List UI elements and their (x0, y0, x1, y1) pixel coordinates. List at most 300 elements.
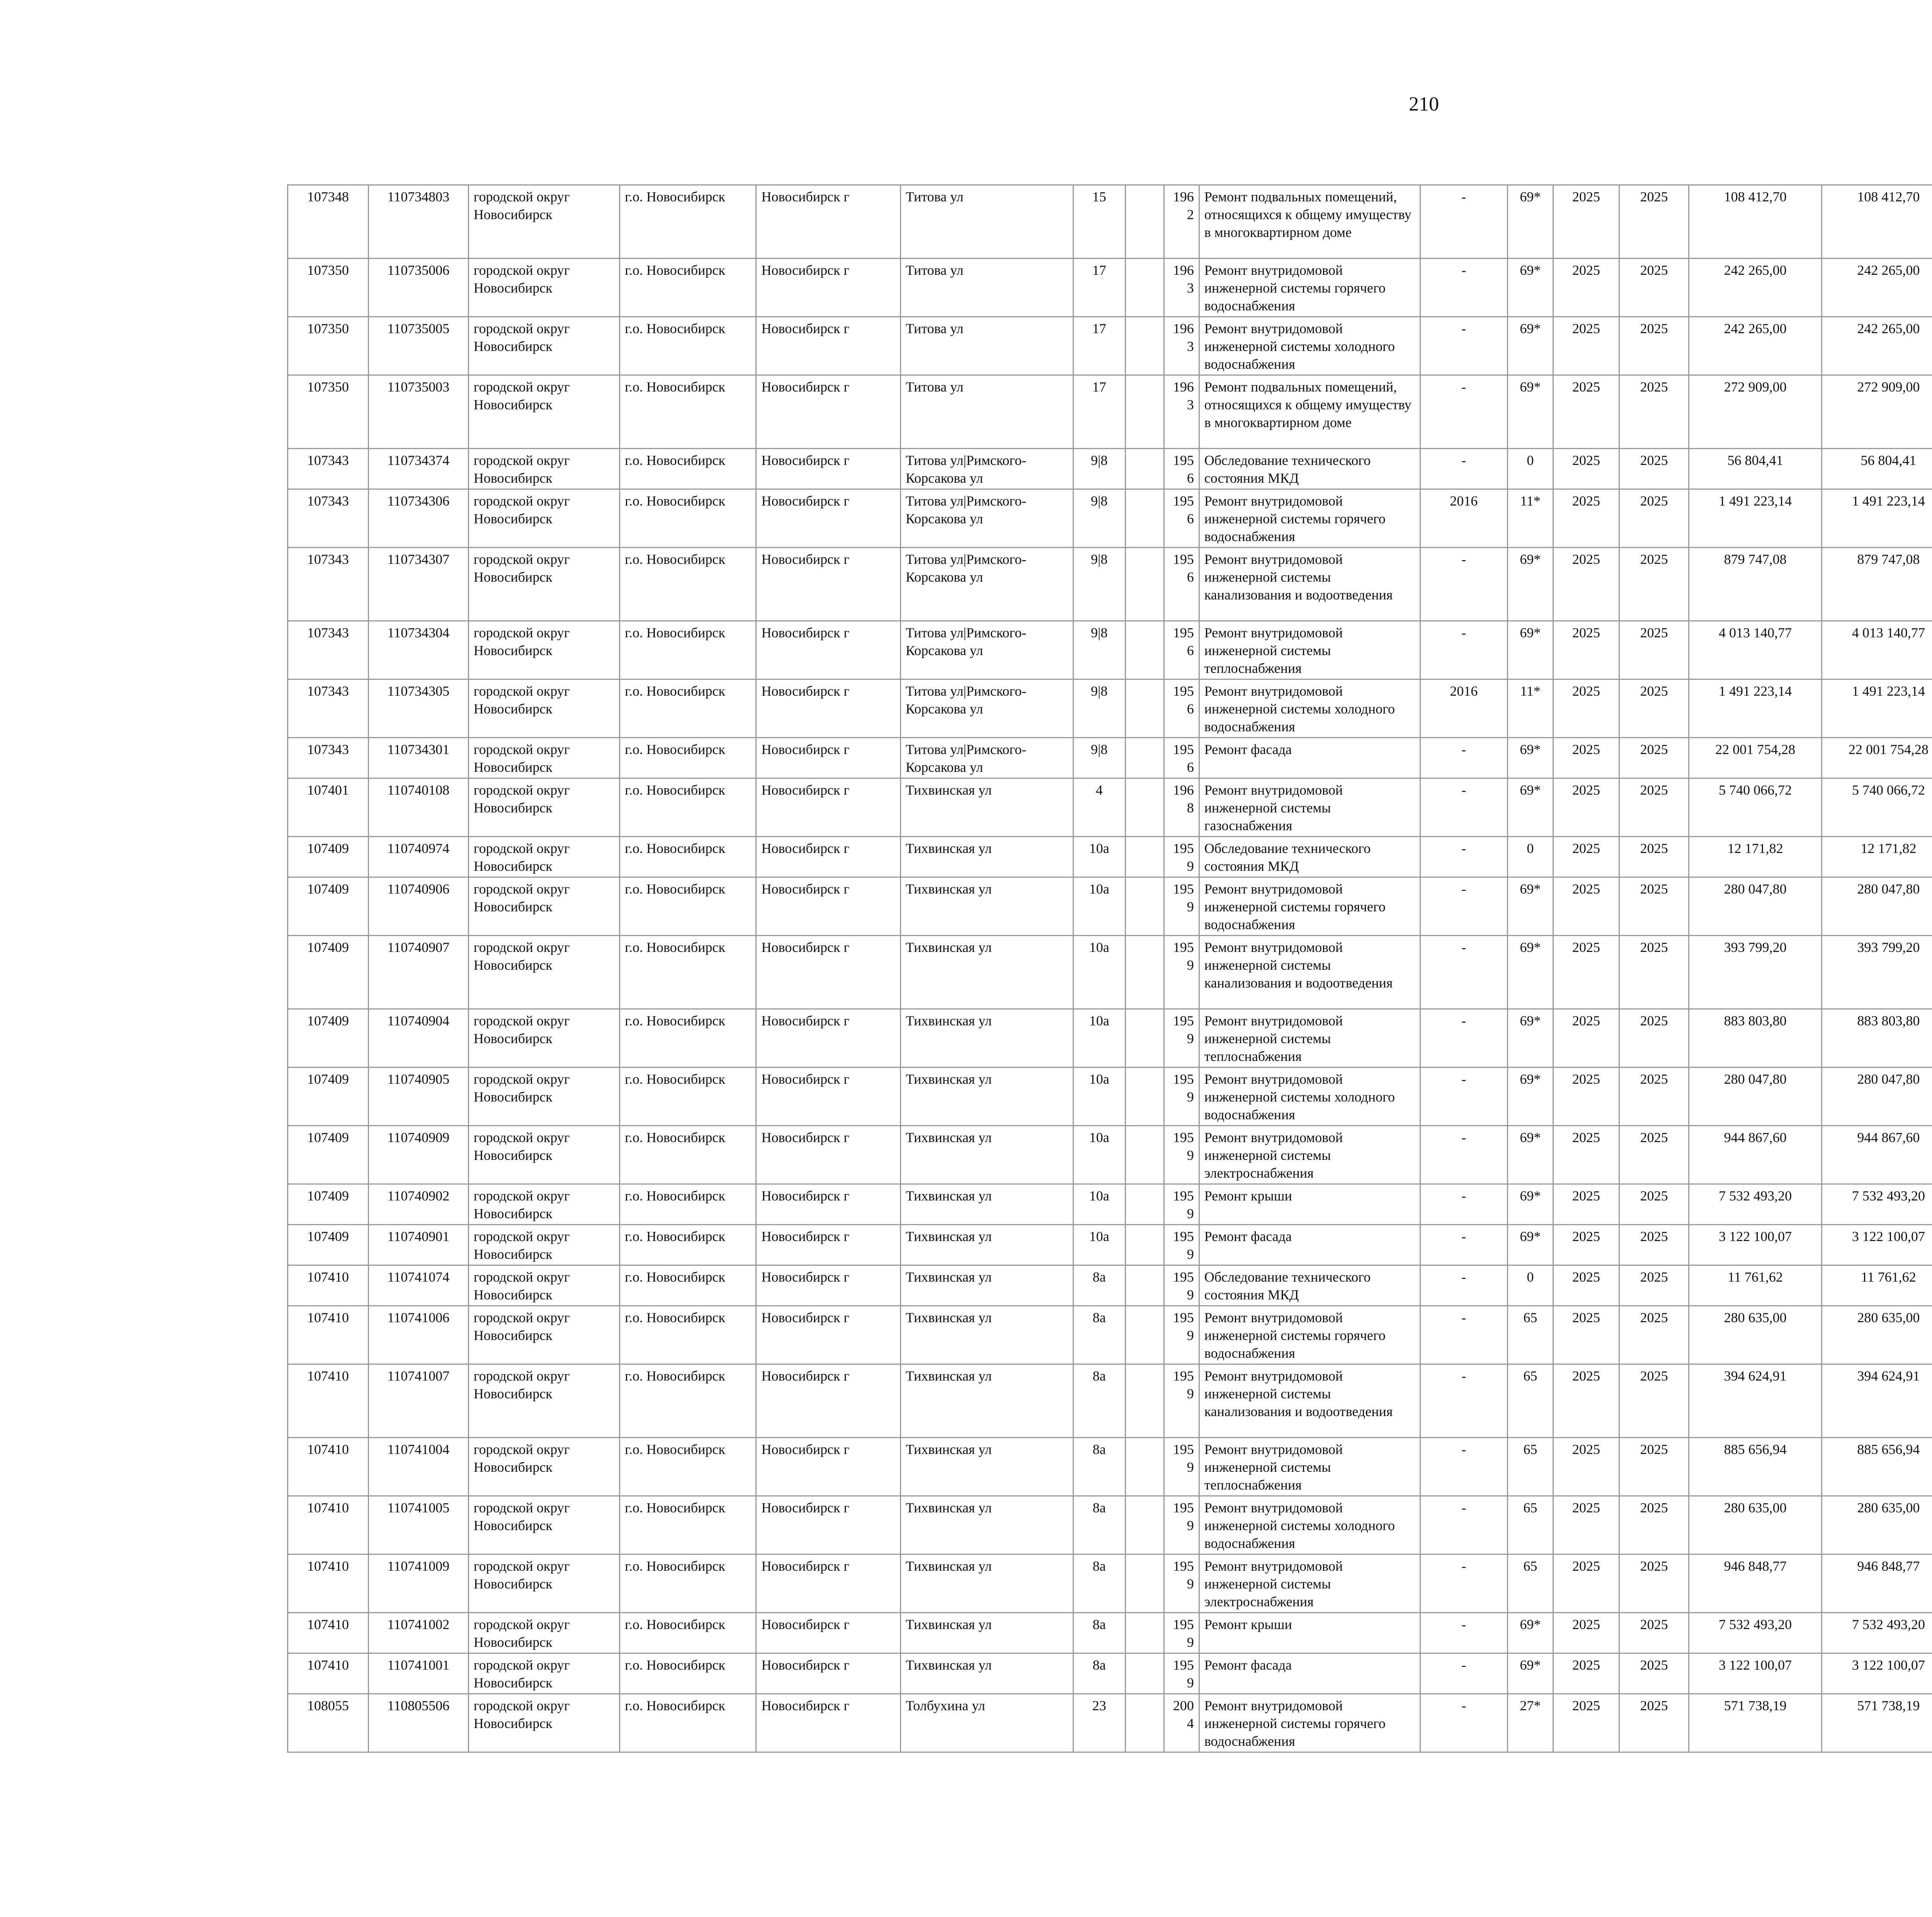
work-code-cell: 110740909 (368, 1126, 468, 1184)
build-year-cell: 1956 (1164, 738, 1199, 778)
build-year-cell: 1959 (1164, 1067, 1199, 1126)
wear-percent-cell: 65 (1507, 1496, 1553, 1554)
end-year-cell: 2025 (1619, 449, 1689, 489)
table-row (288, 778, 1932, 837)
street-cell: Тихвинская ул (900, 1554, 1073, 1613)
work-type-cell: Ремонт крыши (1199, 1184, 1420, 1225)
start-year-cell: 2025 (1553, 679, 1619, 738)
wear-percent-cell: 65 (1507, 1306, 1553, 1364)
municipality-cell: городской округ Новосибирск (468, 1613, 619, 1653)
empty-cell (1126, 259, 1164, 317)
work-type-cell: Ремонт подвальных помещений, относящихся к общему имуществу в многоквартирном доме (1199, 375, 1420, 449)
wear-percent-cell: 0 (1507, 449, 1553, 489)
object-id-cell: 107409 (288, 877, 369, 936)
empty-cell (1126, 1496, 1164, 1554)
wear-percent-cell: 69* (1507, 548, 1553, 621)
object-id-cell: 107410 (288, 1364, 369, 1438)
table-row (288, 489, 1932, 548)
previous-repair-year-cell: - (1420, 621, 1507, 679)
object-id-cell: 107410 (288, 1306, 369, 1364)
district-cell: г.о. Новосибирск (620, 1438, 756, 1496)
wear-percent-cell: 69* (1507, 1126, 1553, 1184)
house-number-cell: 10а (1073, 1225, 1126, 1265)
table-row (288, 259, 1932, 317)
house-number-cell: 8а (1073, 1265, 1126, 1306)
work-code-cell: 110741005 (368, 1496, 468, 1554)
municipality-cell: городской округ Новосибирск (468, 778, 619, 837)
previous-repair-year-cell: - (1420, 1496, 1507, 1554)
work-code-cell: 110734304 (368, 621, 468, 679)
work-code-cell: 110740902 (368, 1184, 468, 1225)
end-year-cell: 2025 (1619, 489, 1689, 548)
house-number-cell: 9|8 (1073, 679, 1126, 738)
municipality-cell: городской округ Новосибирск (468, 1009, 619, 1067)
start-year-cell: 2025 (1553, 1496, 1619, 1554)
street-cell: Титова ул (900, 259, 1073, 317)
build-year-cell: 1963 (1164, 259, 1199, 317)
object-id-cell: 107410 (288, 1265, 369, 1306)
object-id-cell: 107350 (288, 317, 369, 375)
fund-cost-cell: 272 909,00 (1821, 375, 1932, 449)
object-id-cell: 107350 (288, 259, 369, 317)
house-number-cell: 10а (1073, 1184, 1126, 1225)
work-type-cell: Ремонт внутридомовой инженерной системы горячего водоснабжения (1199, 489, 1420, 548)
work-type-cell: Ремонт внутридомовой инженерной системы горячего водоснабжения (1199, 1694, 1420, 1752)
settlement-cell: Новосибирск г (756, 1225, 900, 1265)
table-row (288, 837, 1932, 877)
start-year-cell: 2025 (1553, 1126, 1619, 1184)
empty-cell (1126, 877, 1164, 936)
total-cost-cell: 944 867,60 (1689, 1126, 1821, 1184)
total-cost-cell: 242 265,00 (1689, 317, 1821, 375)
total-cost-cell: 571 738,19 (1689, 1694, 1821, 1752)
empty-cell (1126, 738, 1164, 778)
object-id-cell: 107409 (288, 837, 369, 877)
empty-cell (1126, 1613, 1164, 1653)
fund-cost-cell: 885 656,94 (1821, 1438, 1932, 1496)
empty-cell (1126, 1225, 1164, 1265)
empty-cell (1126, 1009, 1164, 1067)
street-cell: Титова ул|Римского-Корсакова ул (900, 679, 1073, 738)
work-type-cell: Обследование технического состояния МКД (1199, 449, 1420, 489)
wear-percent-cell: 65 (1507, 1554, 1553, 1613)
total-cost-cell: 879 747,08 (1689, 548, 1821, 621)
district-cell: г.о. Новосибирск (620, 778, 756, 837)
empty-cell (1126, 489, 1164, 548)
work-type-cell: Ремонт внутридомовой инженерной системы теплоснабжения (1199, 1438, 1420, 1496)
table-row (288, 1364, 1932, 1438)
total-cost-cell: 242 265,00 (1689, 259, 1821, 317)
build-year-cell: 1959 (1164, 1364, 1199, 1438)
start-year-cell: 2025 (1553, 837, 1619, 877)
wear-percent-cell: 69* (1507, 1613, 1553, 1653)
start-year-cell: 2025 (1553, 778, 1619, 837)
wear-percent-cell: 69* (1507, 1009, 1553, 1067)
end-year-cell: 2025 (1619, 1496, 1689, 1554)
district-cell: г.о. Новосибирск (620, 1613, 756, 1653)
build-year-cell: 1959 (1164, 1306, 1199, 1364)
table-row (288, 1225, 1932, 1265)
object-id-cell: 107343 (288, 548, 369, 621)
total-cost-cell: 7 532 493,20 (1689, 1613, 1821, 1653)
settlement-cell: Новосибирск г (756, 1613, 900, 1653)
object-id-cell: 107409 (288, 1067, 369, 1126)
work-type-cell: Обследование технического состояния МКД (1199, 837, 1420, 877)
wear-percent-cell: 69* (1507, 259, 1553, 317)
street-cell: Тихвинская ул (900, 1126, 1073, 1184)
previous-repair-year-cell: - (1420, 375, 1507, 449)
build-year-cell: 1959 (1164, 1009, 1199, 1067)
object-id-cell: 107410 (288, 1613, 369, 1653)
work-type-cell: Ремонт подвальных помещений, относящихся к общему имуществу в многоквартирном доме (1199, 185, 1420, 259)
object-id-cell: 107410 (288, 1496, 369, 1554)
work-code-cell: 110734305 (368, 679, 468, 738)
start-year-cell: 2025 (1553, 1067, 1619, 1126)
fund-cost-cell: 12 171,82 (1821, 837, 1932, 877)
house-number-cell: 17 (1073, 375, 1126, 449)
object-id-cell: 107410 (288, 1554, 369, 1613)
build-year-cell: 1959 (1164, 877, 1199, 936)
fund-cost-cell: 7 532 493,20 (1821, 1613, 1932, 1653)
end-year-cell: 2025 (1619, 1613, 1689, 1653)
work-type-cell: Ремонт внутридомовой инженерной системы канализования и водоотведения (1199, 1364, 1420, 1438)
street-cell: Тихвинская ул (900, 1067, 1073, 1126)
municipality-cell: городской округ Новосибирск (468, 1306, 619, 1364)
object-id-cell: 107343 (288, 621, 369, 679)
work-type-cell: Ремонт внутридомовой инженерной системы электроснабжения (1199, 1126, 1420, 1184)
work-type-cell: Ремонт внутридомовой инженерной системы горячего водоснабжения (1199, 259, 1420, 317)
previous-repair-year-cell: - (1420, 1438, 1507, 1496)
previous-repair-year-cell: - (1420, 877, 1507, 936)
table-row (288, 317, 1932, 375)
build-year-cell: 1959 (1164, 1126, 1199, 1184)
table-row (288, 1496, 1932, 1554)
street-cell: Тихвинская ул (900, 1613, 1073, 1653)
settlement-cell: Новосибирск г (756, 1694, 900, 1752)
build-year-cell: 1959 (1164, 1653, 1199, 1694)
district-cell: г.о. Новосибирск (620, 679, 756, 738)
object-id-cell: 107410 (288, 1438, 369, 1496)
house-number-cell: 15 (1073, 185, 1126, 259)
street-cell: Титова ул (900, 375, 1073, 449)
empty-cell (1126, 185, 1164, 259)
wear-percent-cell: 0 (1507, 837, 1553, 877)
settlement-cell: Новосибирск г (756, 1126, 900, 1184)
object-id-cell: 107409 (288, 1225, 369, 1265)
work-type-cell: Ремонт внутридомовой инженерной системы холодного водоснабжения (1199, 317, 1420, 375)
district-cell: г.о. Новосибирск (620, 1009, 756, 1067)
work-code-cell: 110740905 (368, 1067, 468, 1126)
fund-cost-cell: 280 635,00 (1821, 1496, 1932, 1554)
street-cell: Толбухина ул (900, 1694, 1073, 1752)
wear-percent-cell: 69* (1507, 778, 1553, 837)
municipality-cell: городской округ Новосибирск (468, 936, 619, 1009)
end-year-cell: 2025 (1619, 1067, 1689, 1126)
house-number-cell: 8а (1073, 1306, 1126, 1364)
table-row (288, 621, 1932, 679)
build-year-cell: 1959 (1164, 1438, 1199, 1496)
work-code-cell: 110741004 (368, 1438, 468, 1496)
work-code-cell: 110741007 (368, 1364, 468, 1438)
table-row (288, 1126, 1932, 1184)
start-year-cell: 2025 (1553, 1225, 1619, 1265)
fund-cost-cell: 4 013 140,77 (1821, 621, 1932, 679)
end-year-cell: 2025 (1619, 185, 1689, 259)
house-number-cell: 9|8 (1073, 621, 1126, 679)
empty-cell (1126, 449, 1164, 489)
street-cell: Тихвинская ул (900, 1653, 1073, 1694)
wear-percent-cell: 69* (1507, 877, 1553, 936)
end-year-cell: 2025 (1619, 837, 1689, 877)
table-row (288, 548, 1932, 621)
previous-repair-year-cell: - (1420, 1126, 1507, 1184)
previous-repair-year-cell: - (1420, 317, 1507, 375)
empty-cell (1126, 1265, 1164, 1306)
build-year-cell: 1963 (1164, 375, 1199, 449)
work-code-cell: 110741074 (368, 1265, 468, 1306)
table-row (288, 1265, 1932, 1306)
fund-cost-cell: 22 001 754,28 (1821, 738, 1932, 778)
house-number-cell: 9|8 (1073, 449, 1126, 489)
house-number-cell: 8а (1073, 1554, 1126, 1613)
district-cell: г.о. Новосибирск (620, 877, 756, 936)
build-year-cell: 1956 (1164, 548, 1199, 621)
previous-repair-year-cell: - (1420, 185, 1507, 259)
start-year-cell: 2025 (1553, 1694, 1619, 1752)
settlement-cell: Новосибирск г (756, 489, 900, 548)
district-cell: г.о. Новосибирск (620, 259, 756, 317)
municipality-cell: городской округ Новосибирск (468, 489, 619, 548)
street-cell: Тихвинская ул (900, 1184, 1073, 1225)
table-row (288, 375, 1932, 449)
object-id-cell: 107343 (288, 489, 369, 548)
build-year-cell: 1956 (1164, 679, 1199, 738)
settlement-cell: Новосибирск г (756, 679, 900, 738)
district-cell: г.о. Новосибирск (620, 1496, 756, 1554)
house-number-cell: 17 (1073, 317, 1126, 375)
end-year-cell: 2025 (1619, 1009, 1689, 1067)
house-number-cell: 10а (1073, 1067, 1126, 1126)
total-cost-cell: 1 491 223,14 (1689, 489, 1821, 548)
previous-repair-year-cell: - (1420, 1364, 1507, 1438)
municipality-cell: городской округ Новосибирск (468, 375, 619, 449)
build-year-cell: 1959 (1164, 1554, 1199, 1613)
fund-cost-cell: 280 047,80 (1821, 877, 1932, 936)
work-code-cell: 110740108 (368, 778, 468, 837)
work-code-cell: 110741001 (368, 1653, 468, 1694)
wear-percent-cell: 27* (1507, 1694, 1553, 1752)
object-id-cell: 107410 (288, 1653, 369, 1694)
house-number-cell: 23 (1073, 1694, 1126, 1752)
fund-cost-cell: 3 122 100,07 (1821, 1225, 1932, 1265)
district-cell: г.о. Новосибирск (620, 621, 756, 679)
previous-repair-year-cell: - (1420, 1613, 1507, 1653)
work-type-cell: Ремонт внутридомовой инженерной системы холодного водоснабжения (1199, 1496, 1420, 1554)
work-type-cell: Ремонт фасада (1199, 1225, 1420, 1265)
house-number-cell: 9|8 (1073, 489, 1126, 548)
work-code-cell: 110734306 (368, 489, 468, 548)
start-year-cell: 2025 (1553, 1438, 1619, 1496)
settlement-cell: Новосибирск г (756, 1438, 900, 1496)
fund-cost-cell: 1 491 223,14 (1821, 679, 1932, 738)
empty-cell (1126, 778, 1164, 837)
empty-cell (1126, 375, 1164, 449)
wear-percent-cell: 69* (1507, 1225, 1553, 1265)
start-year-cell: 2025 (1553, 489, 1619, 548)
end-year-cell: 2025 (1619, 621, 1689, 679)
settlement-cell: Новосибирск г (756, 1364, 900, 1438)
total-cost-cell: 393 799,20 (1689, 936, 1821, 1009)
end-year-cell: 2025 (1619, 877, 1689, 936)
settlement-cell: Новосибирск г (756, 259, 900, 317)
settlement-cell: Новосибирск г (756, 1653, 900, 1694)
street-cell: Титова ул|Римского-Корсакова ул (900, 738, 1073, 778)
municipality-cell: городской округ Новосибирск (468, 259, 619, 317)
settlement-cell: Новосибирск г (756, 621, 900, 679)
start-year-cell: 2025 (1553, 1009, 1619, 1067)
municipality-cell: городской округ Новосибирск (468, 837, 619, 877)
municipality-cell: городской округ Новосибирск (468, 1265, 619, 1306)
total-cost-cell: 3 122 100,07 (1689, 1653, 1821, 1694)
fund-cost-cell: 3 122 100,07 (1821, 1653, 1932, 1694)
street-cell: Тихвинская ул (900, 1496, 1073, 1554)
work-type-cell: Ремонт внутридомовой инженерной системы теплоснабжения (1199, 1009, 1420, 1067)
build-year-cell: 2004 (1164, 1694, 1199, 1752)
table-row (288, 1613, 1932, 1653)
municipality-cell: городской округ Новосибирск (468, 1225, 619, 1265)
municipality-cell: городской округ Новосибирск (468, 1554, 619, 1613)
table-row (288, 1067, 1932, 1126)
settlement-cell: Новосибирск г (756, 1009, 900, 1067)
wear-percent-cell: 69* (1507, 1067, 1553, 1126)
settlement-cell: Новосибирск г (756, 185, 900, 259)
work-type-cell: Ремонт внутридомовой инженерной системы холодного водоснабжения (1199, 679, 1420, 738)
table-row (288, 1009, 1932, 1067)
municipality-cell: городской округ Новосибирск (468, 1067, 619, 1126)
previous-repair-year-cell: 2016 (1420, 679, 1507, 738)
work-type-cell: Ремонт крыши (1199, 1613, 1420, 1653)
object-id-cell: 107409 (288, 1009, 369, 1067)
table-row (288, 877, 1932, 936)
work-code-cell: 110740974 (368, 837, 468, 877)
total-cost-cell: 22 001 754,28 (1689, 738, 1821, 778)
build-year-cell: 1959 (1164, 1184, 1199, 1225)
previous-repair-year-cell: - (1420, 1653, 1507, 1694)
empty-cell (1126, 1306, 1164, 1364)
build-year-cell: 1959 (1164, 1265, 1199, 1306)
previous-repair-year-cell: - (1420, 1225, 1507, 1265)
house-number-cell: 8а (1073, 1613, 1126, 1653)
municipality-cell: городской округ Новосибирск (468, 1184, 619, 1225)
work-code-cell: 110734301 (368, 738, 468, 778)
fund-cost-cell: 944 867,60 (1821, 1126, 1932, 1184)
work-code-cell: 110734374 (368, 449, 468, 489)
object-id-cell: 107401 (288, 778, 369, 837)
fund-cost-cell: 242 265,00 (1821, 259, 1932, 317)
district-cell: г.о. Новосибирск (620, 837, 756, 877)
table-row (288, 1653, 1932, 1694)
start-year-cell: 2025 (1553, 738, 1619, 778)
district-cell: г.о. Новосибирск (620, 489, 756, 548)
street-cell: Тихвинская ул (900, 1265, 1073, 1306)
municipality-cell: городской округ Новосибирск (468, 1694, 619, 1752)
municipality-cell: городской округ Новосибирск (468, 621, 619, 679)
empty-cell (1126, 679, 1164, 738)
previous-repair-year-cell: - (1420, 1694, 1507, 1752)
empty-cell (1126, 936, 1164, 1009)
district-cell: г.о. Новосибирск (620, 1554, 756, 1613)
start-year-cell: 2025 (1553, 375, 1619, 449)
district-cell: г.о. Новосибирск (620, 317, 756, 375)
work-type-cell: Ремонт внутридомовой инженерной системы канализования и водоотведения (1199, 936, 1420, 1009)
settlement-cell: Новосибирск г (756, 1067, 900, 1126)
work-code-cell: 110740907 (368, 936, 468, 1009)
street-cell: Тихвинская ул (900, 936, 1073, 1009)
total-cost-cell: 885 656,94 (1689, 1438, 1821, 1496)
start-year-cell: 2025 (1553, 936, 1619, 1009)
total-cost-cell: 108 412,70 (1689, 185, 1821, 259)
previous-repair-year-cell: - (1420, 548, 1507, 621)
table-row (288, 1306, 1932, 1364)
previous-repair-year-cell: - (1420, 837, 1507, 877)
fund-cost-cell: 280 047,80 (1821, 1067, 1932, 1126)
street-cell: Тихвинская ул (900, 1225, 1073, 1265)
work-type-cell: Ремонт фасада (1199, 1653, 1420, 1694)
work-code-cell: 110735006 (368, 259, 468, 317)
work-type-cell: Ремонт внутридомовой инженерной системы горячего водоснабжения (1199, 1306, 1420, 1364)
previous-repair-year-cell: - (1420, 778, 1507, 837)
build-year-cell: 1956 (1164, 449, 1199, 489)
wear-percent-cell: 0 (1507, 1265, 1553, 1306)
municipality-cell: городской округ Новосибирск (468, 449, 619, 489)
empty-cell (1126, 1653, 1164, 1694)
fund-cost-cell: 883 803,80 (1821, 1009, 1932, 1067)
work-type-cell: Ремонт внутридомовой инженерной системы газоснабжения (1199, 778, 1420, 837)
build-year-cell: 1956 (1164, 489, 1199, 548)
municipality-cell: городской округ Новосибирск (468, 1653, 619, 1694)
settlement-cell: Новосибирск г (756, 936, 900, 1009)
start-year-cell: 2025 (1553, 449, 1619, 489)
empty-cell (1126, 1364, 1164, 1438)
municipality-cell: городской округ Новосибирск (468, 1438, 619, 1496)
object-id-cell: 107343 (288, 679, 369, 738)
object-id-cell: 107409 (288, 1126, 369, 1184)
settlement-cell: Новосибирск г (756, 837, 900, 877)
end-year-cell: 2025 (1619, 679, 1689, 738)
previous-repair-year-cell: - (1420, 259, 1507, 317)
empty-cell (1126, 1694, 1164, 1752)
start-year-cell: 2025 (1553, 259, 1619, 317)
municipality-cell: городской округ Новосибирск (468, 1496, 619, 1554)
wear-percent-cell: 69* (1507, 375, 1553, 449)
object-id-cell: 107343 (288, 449, 369, 489)
fund-cost-cell: 946 848,77 (1821, 1554, 1932, 1613)
settlement-cell: Новосибирск г (756, 317, 900, 375)
street-cell: Титова ул (900, 185, 1073, 259)
total-cost-cell: 946 848,77 (1689, 1554, 1821, 1613)
object-id-cell: 107409 (288, 1184, 369, 1225)
empty-cell (1126, 621, 1164, 679)
street-cell: Титова ул|Римского-Корсакова ул (900, 489, 1073, 548)
build-year-cell: 1959 (1164, 1225, 1199, 1265)
fund-cost-cell: 571 738,19 (1821, 1694, 1932, 1752)
empty-cell (1126, 1126, 1164, 1184)
wear-percent-cell: 11* (1507, 679, 1553, 738)
street-cell: Тихвинская ул (900, 1306, 1073, 1364)
fund-cost-cell: 56 804,41 (1821, 449, 1932, 489)
table-row (288, 449, 1932, 489)
total-cost-cell: 394 624,91 (1689, 1364, 1821, 1438)
